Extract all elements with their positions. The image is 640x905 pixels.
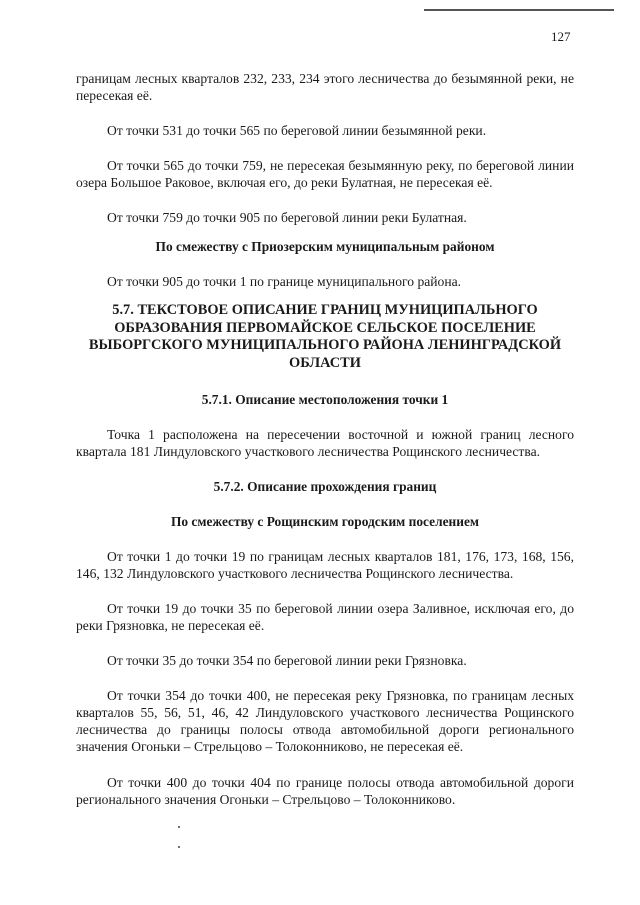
paragraph-565-759: От точки 565 до точки 759, не пересекая безымянную реку, по береговой линии озера Большое Раковое, включая его, до реки Булатная, не пересекая её. xyxy=(76,158,574,190)
scan-speck xyxy=(178,846,180,848)
paragraph-19-35: От точки 19 до точки 35 по береговой линии озера Заливное, исключая его, до реки Грязновка, не пересекая её. xyxy=(76,601,574,633)
top-rule xyxy=(424,9,614,11)
paragraph-759-905: От точки 759 до точки 905 по береговой линии реки Булатная. xyxy=(107,210,467,225)
page-number: 127 xyxy=(551,29,571,44)
subsection-5-7-2: 5.7.2. Описание прохождения границ xyxy=(213,479,437,494)
paragraph-1-19: От точки 1 до точки 19 по границам лесных кварталов 181, 176, 173, 168, 156, 146, 132 Линдуловского участкового лесничества Рощинского лесничества. xyxy=(76,549,574,581)
subsection-5-7-1: 5.7.1. Описание местоположения точки 1 xyxy=(201,392,449,407)
section-title: 5.7. ТЕКСТОВОЕ ОПИСАНИЕ ГРАНИЦ МУНИЦИПАЛЬНОГО ОБРАЗОВАНИЯ ПЕРВОМАЙСКОЕ СЕЛЬСКОЕ ПОСЕЛЕНИЕ ВЫБОРГСКОГО МУНИЦИПАЛЬНОГО РАЙОНА ЛЕНИНГРАДСКОЙ ОБЛАСТИ xyxy=(88,302,562,371)
heading-priozersk: По смежеству с Приозерским муниципальным районом xyxy=(155,239,495,254)
paragraph-531-565: От точки 531 до точки 565 по береговой линии безымянной реки. xyxy=(107,123,487,138)
paragraph-point-1: Точка 1 расположена на пересечении восточной и южной границ лесного квартала 181 Линдуловского участкового лесничества Рощинского лесничества. xyxy=(76,427,574,459)
paragraph-continuation: границам лесных кварталов 232, 233, 234 этого лесничества до безымянной реки, не пересекая её. xyxy=(76,71,574,103)
heading-roshchino: По смежеству с Рощинским городским поселением xyxy=(170,514,480,529)
paragraph-354-400: От точки 354 до точки 400, не пересекая реку Грязновка, по границам лесных кварталов 55, 56, 51, 46, 42 Линдуловского участкового лесничества Рощинского лесничества до границы полосы отвода автомобильной дороги регионального значения Огоньки – Стрельцово – Толоконниково, не пересекая её. xyxy=(76,688,574,754)
paragraph-400-404: От точки 400 до точки 404 по границе полосы отвода автомобильной дороги регионального значения Огоньки – Стрельцово – Толоконниково. xyxy=(76,775,574,807)
paragraph-35-354: От точки 35 до точки 354 по береговой линии реки Грязновка. xyxy=(107,653,467,668)
paragraph-905-1: От точки 905 до точки 1 по границе муниципального района. xyxy=(107,274,462,289)
scan-speck xyxy=(178,826,180,828)
